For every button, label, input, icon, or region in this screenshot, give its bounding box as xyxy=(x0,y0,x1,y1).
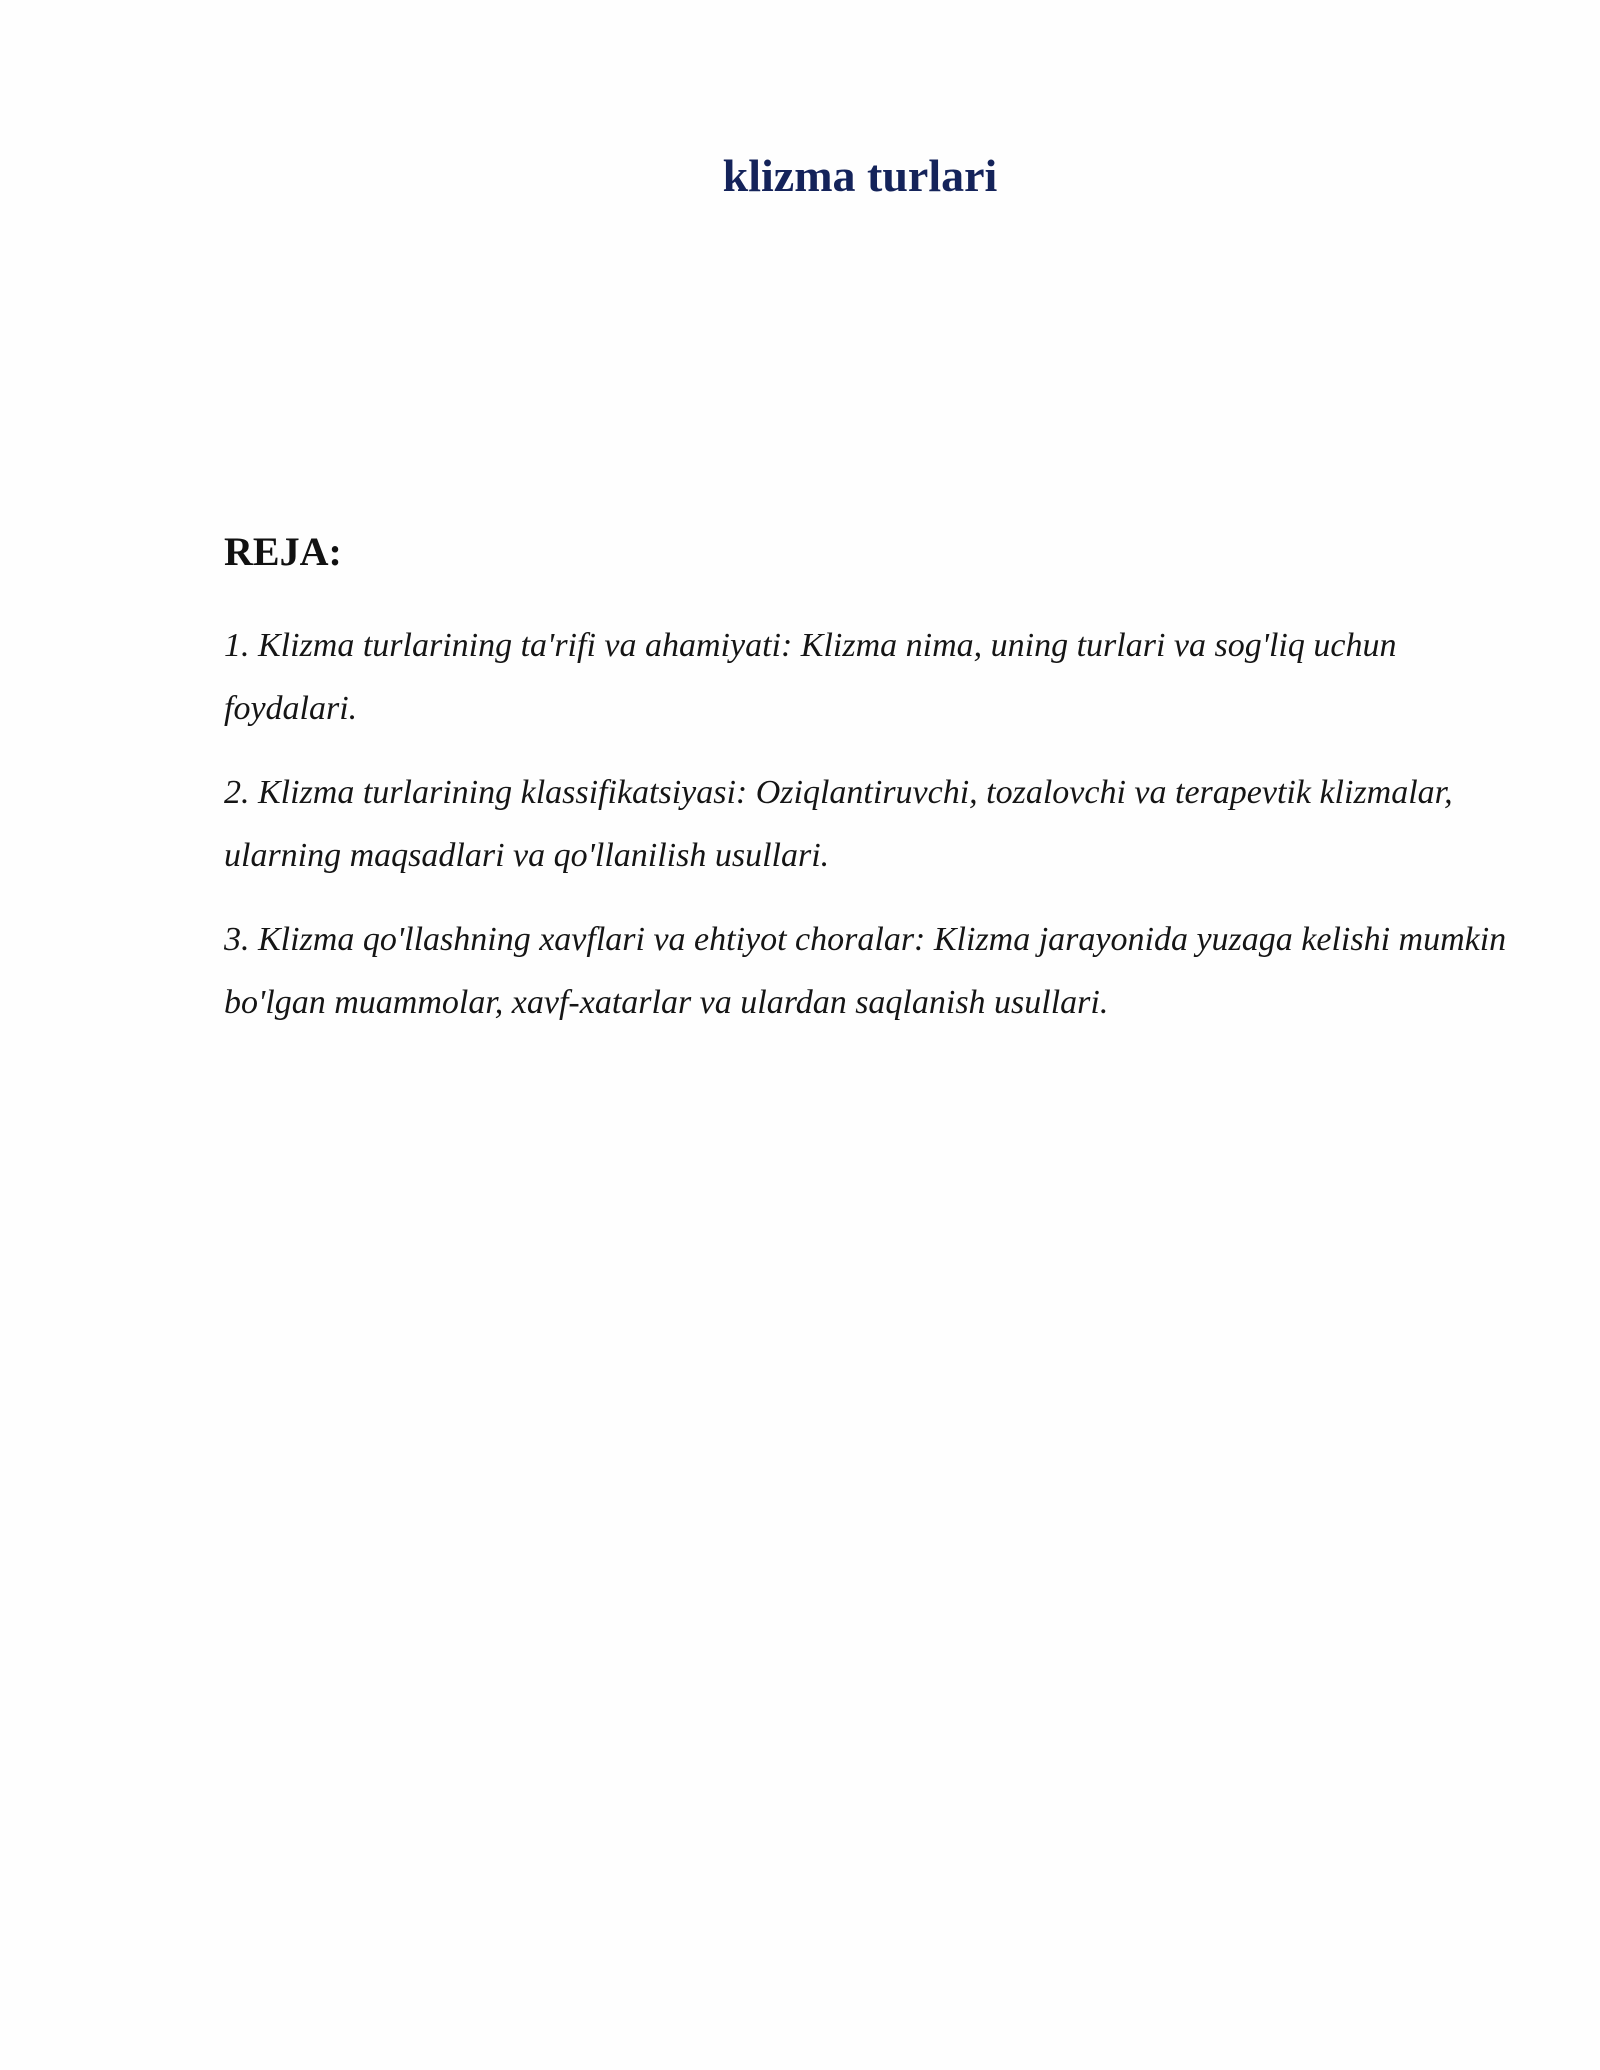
plan-item-2: 2. Klizma turlarining klassifikatsiyasi: Oziqlantiruvchi, tozalovchi va terapevtik klizmalar, ularning maqsadlari va qo'llanilish usullari. xyxy=(224,774,1453,874)
plan-item-1: 1. Klizma turlarining ta'rifi va ahamiyati: Klizma nima, uning turlari va sog'liq uchun foydalari. xyxy=(224,627,1397,727)
document-body xyxy=(224,520,1514,1055)
plan-item-3: 3. Klizma qo'llashning xavflari va ehtiyot choralar: Klizma jarayonida yuzaga kelishi mumkin bo'lgan muammolar, xavf-xatarlar va ulardan saqlanish usullari. xyxy=(224,921,1507,1021)
plan-list xyxy=(224,614,1514,1034)
plan-heading: REJA: xyxy=(224,529,342,574)
document-title: klizma turlari xyxy=(722,150,998,201)
